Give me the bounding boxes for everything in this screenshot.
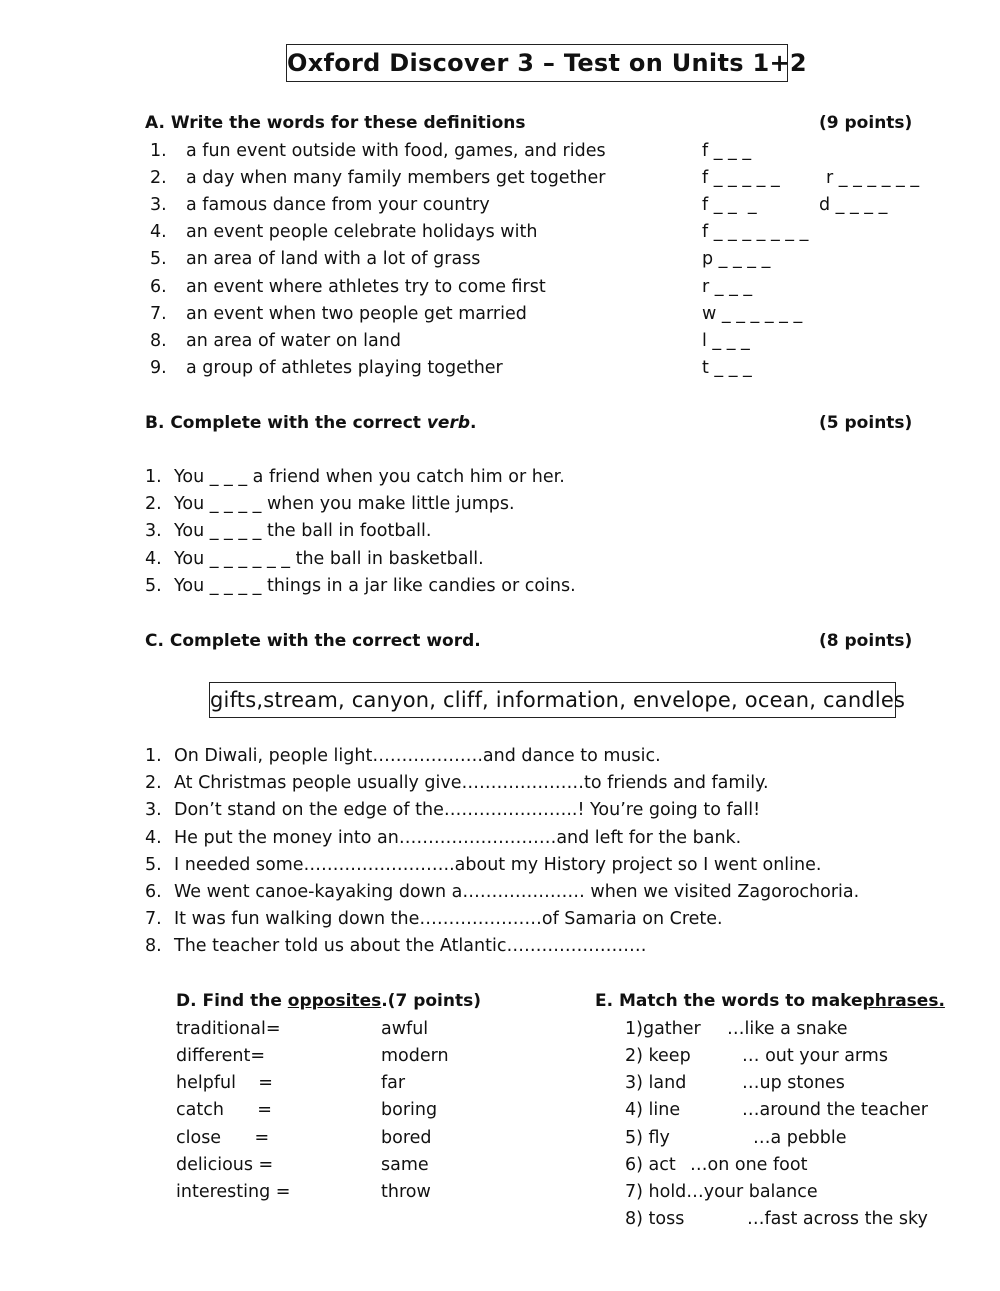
sentence-text: You _ _ _ a friend when you catch him or her.: [174, 467, 565, 487]
match-phrase: …like a snake: [727, 1019, 848, 1039]
sentence-text: It was fun walking down the…………………of Samaria on Crete.: [174, 909, 723, 929]
answer-blank: l _ _ _: [702, 331, 750, 351]
sentence-text: The teacher told us about the Atlantic……………………: [174, 936, 647, 956]
definition-text: a fun event outside with food, games, and rides: [186, 141, 606, 161]
section-c-item: [145, 773, 769, 793]
opposite-left: different=: [176, 1046, 265, 1066]
section-c-item: [145, 800, 760, 820]
section-b-item: [145, 467, 565, 487]
match-phrase: …fast across the sky: [747, 1209, 928, 1229]
sentence-text: We went canoe-kayaking down a………………… when we visited Zagorochoria.: [174, 882, 860, 902]
item-number: 2.: [145, 494, 162, 514]
match-word: 4) line: [625, 1100, 681, 1120]
sentence-text: At Christmas people usually give…………………to friends and family.: [174, 773, 769, 793]
sentence-text: You _ _ _ _ the ball in football.: [174, 521, 432, 541]
match-phrase: …on one foot: [690, 1155, 808, 1175]
section-b-item: [145, 576, 576, 596]
item-number: 8.: [150, 331, 167, 351]
heading-emphasis: verb: [426, 413, 471, 433]
opposite-left: interesting =: [176, 1182, 291, 1202]
section-d-heading: [176, 991, 481, 1011]
section-a-item: [150, 222, 537, 242]
item-number: 5.: [150, 249, 167, 269]
answer-blank: t _ _ _: [702, 358, 752, 378]
match-phrase: …your balance: [686, 1182, 818, 1202]
match-phrase: … out your arms: [742, 1046, 888, 1066]
section-a-item: [150, 358, 503, 378]
item-number: 6.: [145, 882, 162, 902]
item-number: 1.: [145, 467, 162, 487]
opposite-right: far: [381, 1073, 406, 1093]
opposite-right: throw: [381, 1182, 431, 1202]
answer-blank: f _ _ _: [702, 141, 752, 161]
section-a-item: [150, 168, 606, 188]
page-title: Oxford Discover 3 – Test on Units 1+2: [286, 44, 788, 82]
item-number: 2.: [150, 168, 167, 188]
definition-text: an area of land with a lot of grass: [186, 249, 481, 269]
definition-text: a group of athletes playing together: [186, 358, 503, 378]
item-number: 5.: [145, 855, 162, 875]
answer-blank-second: d _ _ _ _: [819, 195, 888, 215]
section-b-item: [145, 494, 515, 514]
item-number: 2.: [145, 773, 162, 793]
sentence-text: You _ _ _ _ _ _ the ball in basketball.: [174, 549, 484, 569]
item-number: 8.: [145, 936, 162, 956]
definition-text: a famous dance from your country: [186, 195, 490, 215]
section-b-points: (5 points): [819, 413, 913, 433]
item-number: 1.: [150, 141, 167, 161]
answer-blank: f _ _ _ _ _: [702, 168, 780, 188]
definition-text: an event when two people get married: [186, 304, 527, 324]
match-word: 1)gather: [625, 1019, 701, 1039]
section-a-item: [150, 195, 490, 215]
definition-text: an area of water on land: [186, 331, 401, 351]
opposite-left: helpful =: [176, 1073, 273, 1093]
opposite-right: modern: [381, 1046, 449, 1066]
sentence-text: Don’t stand on the edge of the…………………..! You’re going to fall!: [174, 800, 761, 820]
sentence-text: You _ _ _ _ when you make little jumps.: [174, 494, 515, 514]
section-a-item: [150, 331, 401, 351]
answer-blank: p _ _ _ _: [702, 249, 771, 269]
item-number: 9.: [150, 358, 167, 378]
heading-underlined: phrases.: [862, 991, 945, 1011]
opposite-left: close =: [176, 1128, 270, 1148]
heading-text: D. Find the: [176, 991, 288, 1011]
opposite-right: awful: [381, 1019, 429, 1039]
section-a-item: [150, 249, 480, 269]
sentence-text: You _ _ _ _ things in a jar like candies or coins.: [174, 576, 576, 596]
section-a-item: [150, 277, 546, 297]
opposite-left: delicious =: [176, 1155, 274, 1175]
section-c-points: (8 points): [819, 631, 913, 651]
answer-blank: f _ _ _ _ _ _ _: [702, 222, 809, 242]
section-c-item: [145, 855, 821, 875]
item-number: 6.: [150, 277, 167, 297]
section-a-item: [150, 304, 527, 324]
match-word: 8) toss: [625, 1209, 685, 1229]
answer-blank-second: r _ _ _ _ _ _: [826, 168, 920, 188]
answer-blank: r _ _ _: [702, 277, 753, 297]
word-bank: gifts,stream, canyon, cliff, information, envelope, ocean, candles: [209, 682, 896, 718]
answer-blank: f _ _ _: [702, 195, 757, 215]
match-word: 3) land: [625, 1073, 687, 1093]
item-number: 7.: [150, 304, 167, 324]
section-c-heading: C. Complete with the correct word.: [145, 631, 481, 651]
section-e-heading: [595, 991, 945, 1011]
opposite-right: bored: [381, 1128, 432, 1148]
answer-blank: w _ _ _ _ _ _: [702, 304, 803, 324]
match-word: 5) fly: [625, 1128, 670, 1148]
match-word: [625, 1182, 818, 1202]
match-phrase: …up stones: [742, 1073, 845, 1093]
heading-underlined: opposites: [287, 991, 382, 1011]
opposite-left: catch =: [176, 1100, 272, 1120]
match-phrase: …around the teacher: [742, 1100, 928, 1120]
section-b-item: [145, 549, 484, 569]
section-a-heading: A. Write the words for these definitions: [145, 113, 526, 133]
section-c-item: [145, 882, 859, 902]
opposite-right: same: [381, 1155, 429, 1175]
sentence-text: I needed some……………………..about my History project so I went online.: [174, 855, 822, 875]
item-number: 4.: [150, 222, 167, 242]
match-phrase: …a pebble: [753, 1128, 847, 1148]
item-number: 5.: [145, 576, 162, 596]
item-number: 1.: [145, 746, 162, 766]
section-c-item: [145, 746, 661, 766]
item-number: 3.: [145, 800, 162, 820]
definition-text: an event where athletes try to come first: [186, 277, 546, 297]
heading-text: B. Complete with the correct: [145, 413, 427, 433]
definition-text: a day when many family members get together: [186, 168, 606, 188]
section-a-item: [150, 141, 606, 161]
item-number: 3.: [150, 195, 167, 215]
definition-text: an event people celebrate holidays with: [186, 222, 538, 242]
section-a-points: (9 points): [819, 113, 913, 133]
match-word-text: 7) hold: [625, 1182, 687, 1202]
section-c-item: [145, 909, 723, 929]
heading-suffix: .(7 points): [381, 991, 481, 1011]
opposite-right: boring: [381, 1100, 438, 1120]
item-number: 3.: [145, 521, 162, 541]
item-number: 7.: [145, 909, 162, 929]
item-number: 4.: [145, 549, 162, 569]
item-number: 4.: [145, 828, 162, 848]
sentence-text: He put the money into an………………………and left for the bank.: [174, 828, 742, 848]
heading-suffix: .: [470, 413, 477, 433]
section-b-item: [145, 521, 431, 541]
section-c-item: [145, 936, 646, 956]
match-word: 2) keep: [625, 1046, 691, 1066]
section-b-heading: [145, 413, 476, 433]
match-word: 6) act: [625, 1155, 676, 1175]
sentence-text: On Diwali, people light……………….and dance to music.: [174, 746, 661, 766]
heading-text: E. Match the words to make: [595, 991, 863, 1011]
opposite-left: traditional=: [176, 1019, 281, 1039]
section-c-item: [145, 828, 741, 848]
